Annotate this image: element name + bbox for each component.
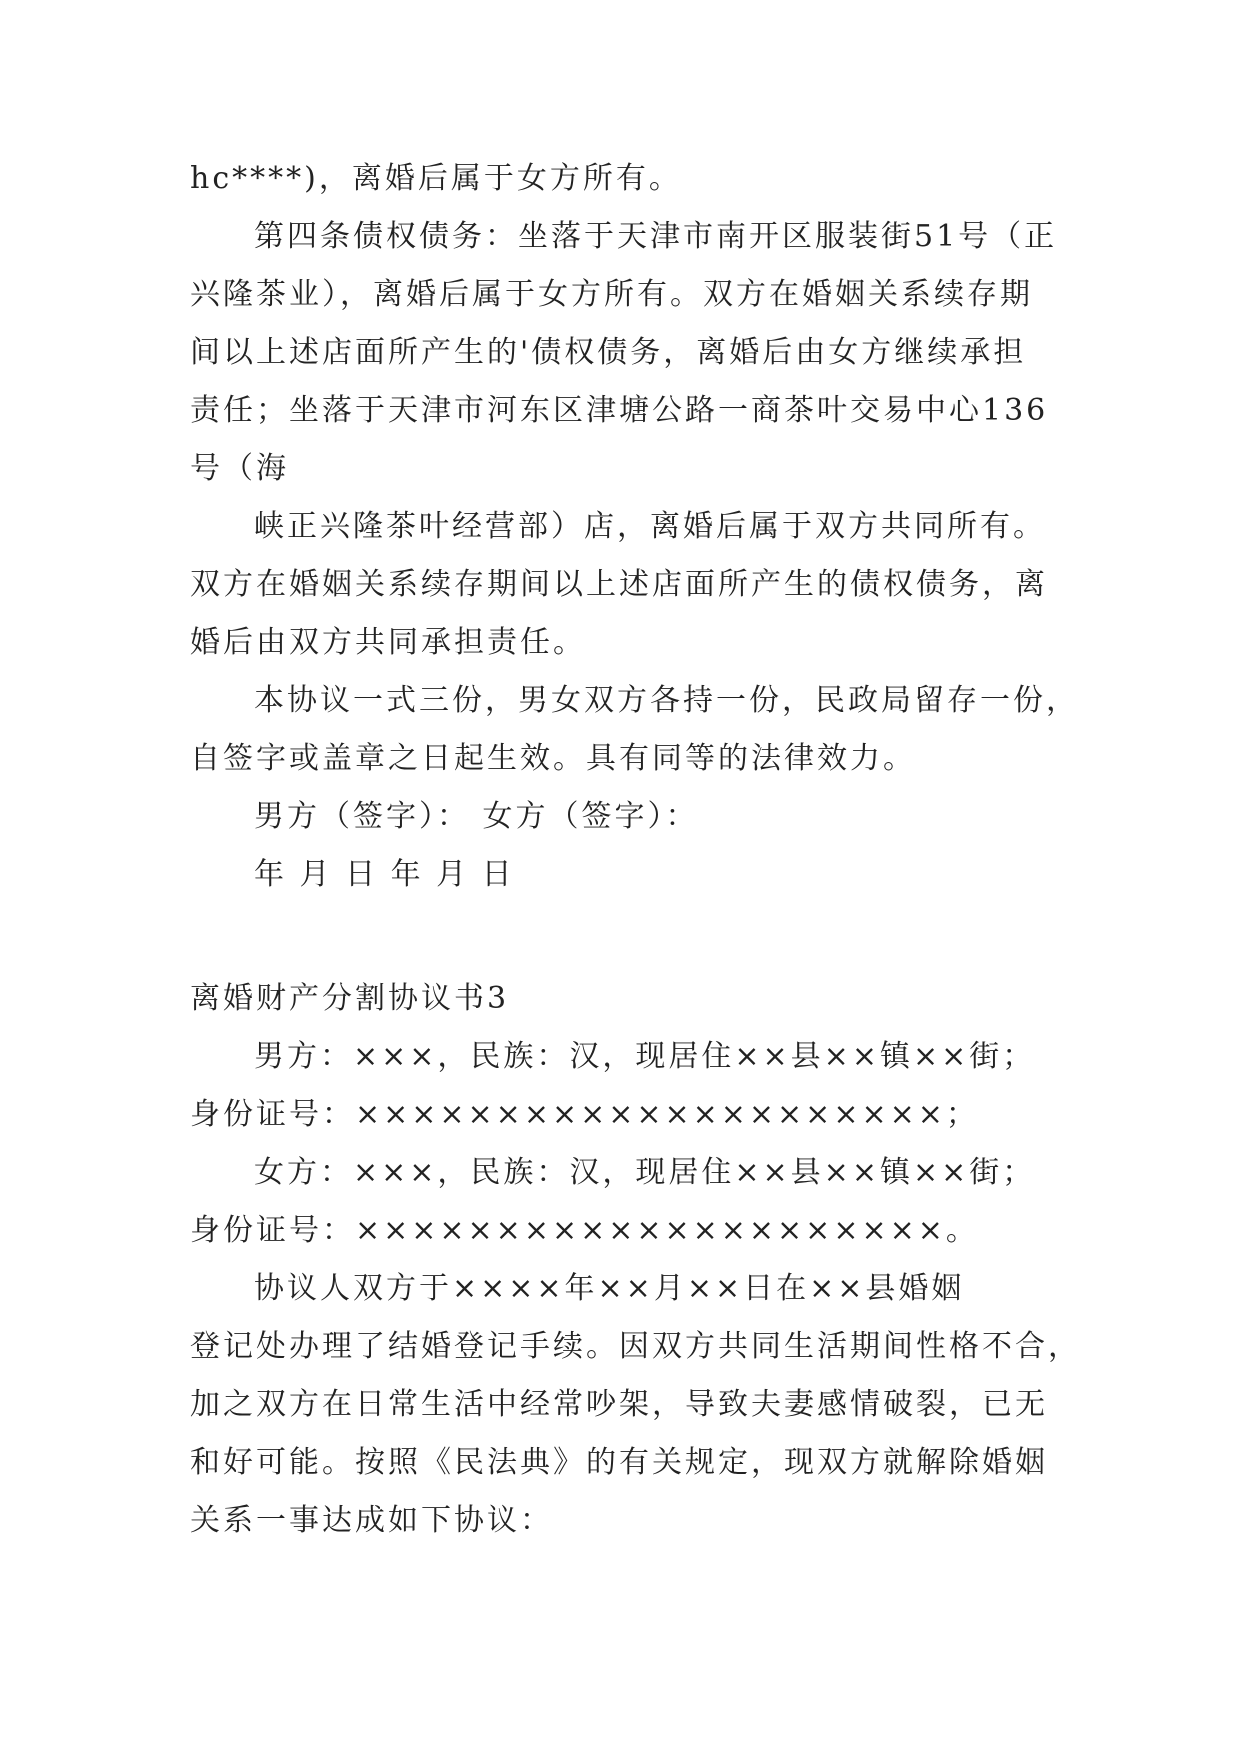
text-line: 峡正兴隆茶叶经营部）店，离婚后属于双方共同所有。 <box>254 509 1046 544</box>
text-line: 自签字或盖章之日起生效。具有同等的法律效力。 <box>190 741 916 776</box>
text-line: 第四条债权债务：坐落于天津市南开区服装街51号（正 <box>254 219 1058 254</box>
text-line: 女方：×××，民族：汉，现居住××县××镇××街； <box>254 1155 1036 1190</box>
text-line: 责任；坐落于天津市河东区津塘公路一商茶叶交易中心136 <box>190 393 1049 428</box>
text-line: 男方：×××，民族：汉，现居住××县××镇××街； <box>254 1039 1036 1074</box>
text-line: 身份证号：×××××××××××××××××××××。 <box>190 1213 979 1248</box>
section-title: 离婚财产分割协议书3 <box>190 981 510 1016</box>
text-line: 间以上述店面所产生的'债权债务，离婚后由女方继续承担 <box>190 335 1027 370</box>
text-line: 兴隆茶业），离婚后属于女方所有。双方在婚姻关系续存期 <box>190 277 1033 312</box>
text-line: hc****)，离婚后属于女方所有。 <box>190 161 682 196</box>
text-line: 身份证号：×××××××××××××××××××××； <box>190 1097 979 1132</box>
text-line: 加之双方在日常生活中经常吵架，导致夫妻感情破裂，已无 <box>190 1387 1048 1422</box>
text-line: 和好可能。按照《民法典》的有关规定，现双方就解除婚姻 <box>190 1445 1048 1480</box>
text-line: 登记处办理了结婚登记手续。因双方共同生活期间性格不合， <box>190 1329 1081 1364</box>
text-line: 婚后由双方共同承担责任。 <box>190 625 586 660</box>
text-line: 协议人双方于××××年××月××日在××县婚姻 <box>254 1271 965 1306</box>
date-line: 年 月 日 年 月 日 <box>254 857 515 892</box>
text-line: 本协议一式三份，男女双方各持一份，民政局留存一份， <box>254 683 1079 718</box>
text-line: 号（海 <box>190 451 289 486</box>
body-text-part-1 <box>190 150 1079 904</box>
body-text-part-2 <box>190 1028 1081 1550</box>
text-line: 关系一事达成如下协议： <box>190 1503 553 1538</box>
text-line: 双方在婚姻关系续存期间以上述店面所产生的债权债务，离 <box>190 567 1048 602</box>
signature-line: 男方（签字）： 女方（签字）： <box>254 799 699 834</box>
